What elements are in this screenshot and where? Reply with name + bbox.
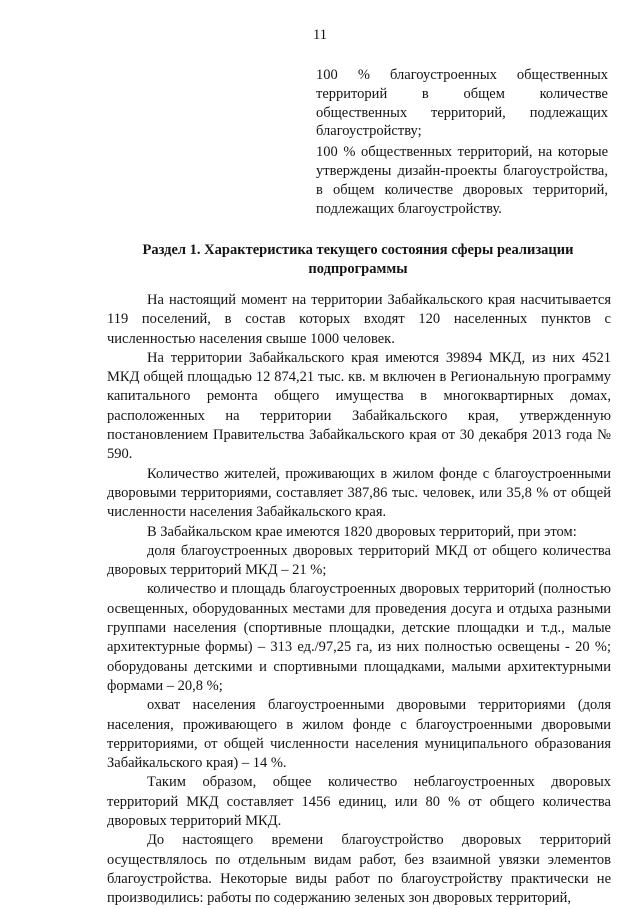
- paragraph-yards-count: В Забайкальском крае имеются 1820 дворовых территорий, при этом:: [147, 523, 577, 540]
- paragraph-settlements: На настоящий момент на территории Забайкальского края насчитывается 119 поселений, в состав которых входят 120 населенных пунктов с численностью населения свыше 1000 человек.: [107, 292, 611, 347]
- target-indicators-block: [316, 66, 608, 218]
- paragraph-share-improved: доля благоустроенных дворовых территорий МКД от общего количества дворовых территорий МКД – 21 %;: [107, 542, 611, 579]
- paragraph-mkd: На территории Забайкальского края имеются 39894 МКД, из них 4521 МКД общей площадью 12 874,21 тыс. кв. м включен в Региональную программу капитального ремонта общего имущества в многоквартирных домах, расположенных на территории Забайкальского края, утвержденную постановлением Правительства Забайкальского края от 30 декабря 2013 года № 590.: [107, 349, 611, 463]
- paragraph-history: До настоящего времени благоустройство дворовых территорий осуществлялось по отдельным видам работ, без взаимной увязки элементов благоустройства. Некоторые виды работ по благоустройству практически не производились: работы по содержанию зеленых зон дворовых территорий,: [107, 832, 611, 907]
- section-heading: Раздел 1. Характеристика текущего состояния сферы реализации подпрограммы: [142, 242, 574, 277]
- indicator-design-projects: 100 % общественных территорий, на которые утверждены дизайн-проекты благоустройства, в общем количестве дворовых территорий, подлежащих благоустройству.: [316, 144, 608, 217]
- page-number: 11: [313, 27, 327, 43]
- body-text: [107, 291, 611, 909]
- paragraph-residents: Количество жителей, проживающих в жилом фонде с благоустроенными дворовыми территориями, составляет 387,86 тыс. человек, или 35,8 % от общей численности населения Забайкальского края.: [107, 465, 611, 521]
- paragraph-quantity-area: количество и площадь благоустроенных дворовых территорий (полностью освещенных, оборудованных местами для проведения досуга и отдыха разными группами населения (спортивные площадки, детские площадки и т.д., малые архитектурные формы) – 313 ед./97,25 га, из них полностью освещены - 20 %; оборудованы детскими и спортивными площадками, малыми архитектурными формами – 20,8 %;: [107, 581, 611, 694]
- paragraph-summary: Таким образом, общее количество неблагоустроенных дворовых территорий МКД составляет 1456 единиц, или 80 % от общего количества дворовых территорий МКД.: [107, 774, 611, 830]
- paragraph-coverage: охват населения благоустроенными дворовыми территориями (доля населения, проживающего в жилом фонде с благоустроенными дворовыми территориями, от общей численности населения муниципального образования Забайкальского края) – 14 %.: [107, 697, 611, 772]
- indicator-public-territories: 100 % благоустроенных общественных территорий в общем количестве общественных территорий, подлежащих благоустройству;: [316, 67, 608, 140]
